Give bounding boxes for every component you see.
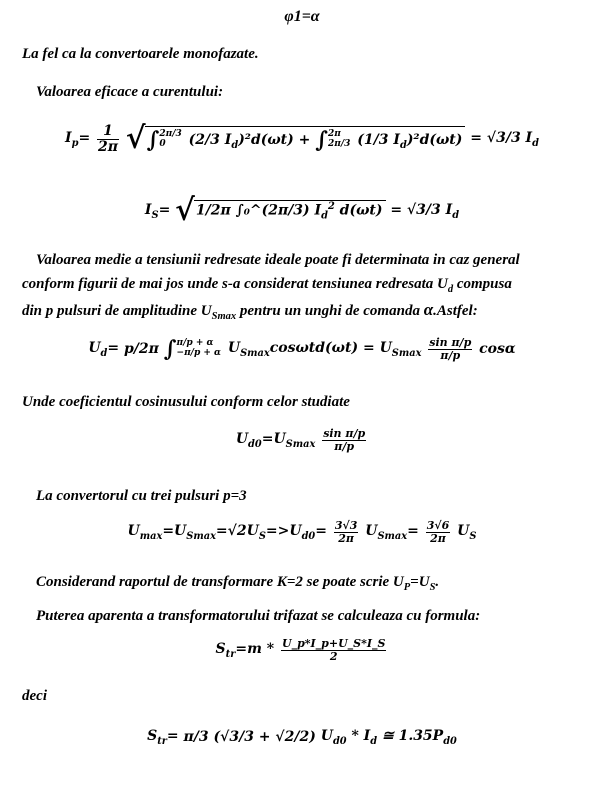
equation-is: $I_S= √1/2\pi$ ∫₀^(2π/3) $I_d^2$ d(ωt) = √3/3 $I_d$ [144,193,460,228]
equation-ud0: $U_{d0}=U_{Smax}$ $\frac{\text{sin π/p}}{\pi/p}$ [235,427,366,453]
paragraph-raport-transformare: Considerand raportul de transformare K=2 se poate scrie $U_P=U_S$. [36,574,440,593]
paragraph-conform-figurii: conform figurii de mai jos unde s-a considerat tensiunea redresata $U_d$ compusa [22,276,512,295]
equation-str-final: $S_{tr}= \pi/3$ (√3/3 + √2/2) $U_{d0} * I_d$ ≅ $1.35P_{d0}$ [147,728,457,747]
equation-str: $S_{tr}=m$ * $\frac{U\_p*I\_p+U\_S*I\_S}{2}$ [215,637,386,663]
paragraph-puterea-aparenta: Puterea aparenta a transformatorului trifazat se calculeaza cu formula: [36,608,481,624]
equation-ud: $U_d= p/2\pi$ ∫π/p + α −π/p + α $U_{Smax}\cos\omega td(\omega t) = U_{Smax}$ $\frac{\text{sin π/p}}{\pi/p}$ cosα [88,335,516,362]
paragraph-pulsuri: din p pulsuri de amplitudine $U_{Smax}$ pentru un unghi de comanda α.Astfel: [22,300,478,322]
equation-umax: $U_{max}=U_{Smax}=√2U_S=>U_{d0}=$ $\frac{3√3}{2\pi}$ $U_{Smax}=$ $\frac{3√6}{2\pi}$ $U_S$ [127,519,477,545]
paragraph-valoarea-medie: Valoarea medie a tensiunii redresate ideale poate fi determinata in caz general [36,252,520,268]
paragraph-deci: deci [22,688,47,704]
paragraph-monofazate: La fel ca la convertoarele monofazate. [22,46,259,62]
paragraph-valoarea-eficace: Valoarea eficace a curentului: [36,84,224,100]
paragraph-trei-pulsuri: La convertorul cu trei pulsuri p=3 [36,488,247,504]
paragraph-coeficientul: Unde coeficientul cosinusului conform celor studiate [22,394,350,410]
equation-ip: $I_p=$ $\frac{1}{2\pi}$ √∫2π/3 0 (2/3 $I_d)^2d(\omega t) + \int 2\pi$ 2π/3 (1/3 $I_d)^2d(\omega t) = √3/3$ $I_d$ [65,121,539,157]
heading-equation: φ1=α [284,8,320,25]
